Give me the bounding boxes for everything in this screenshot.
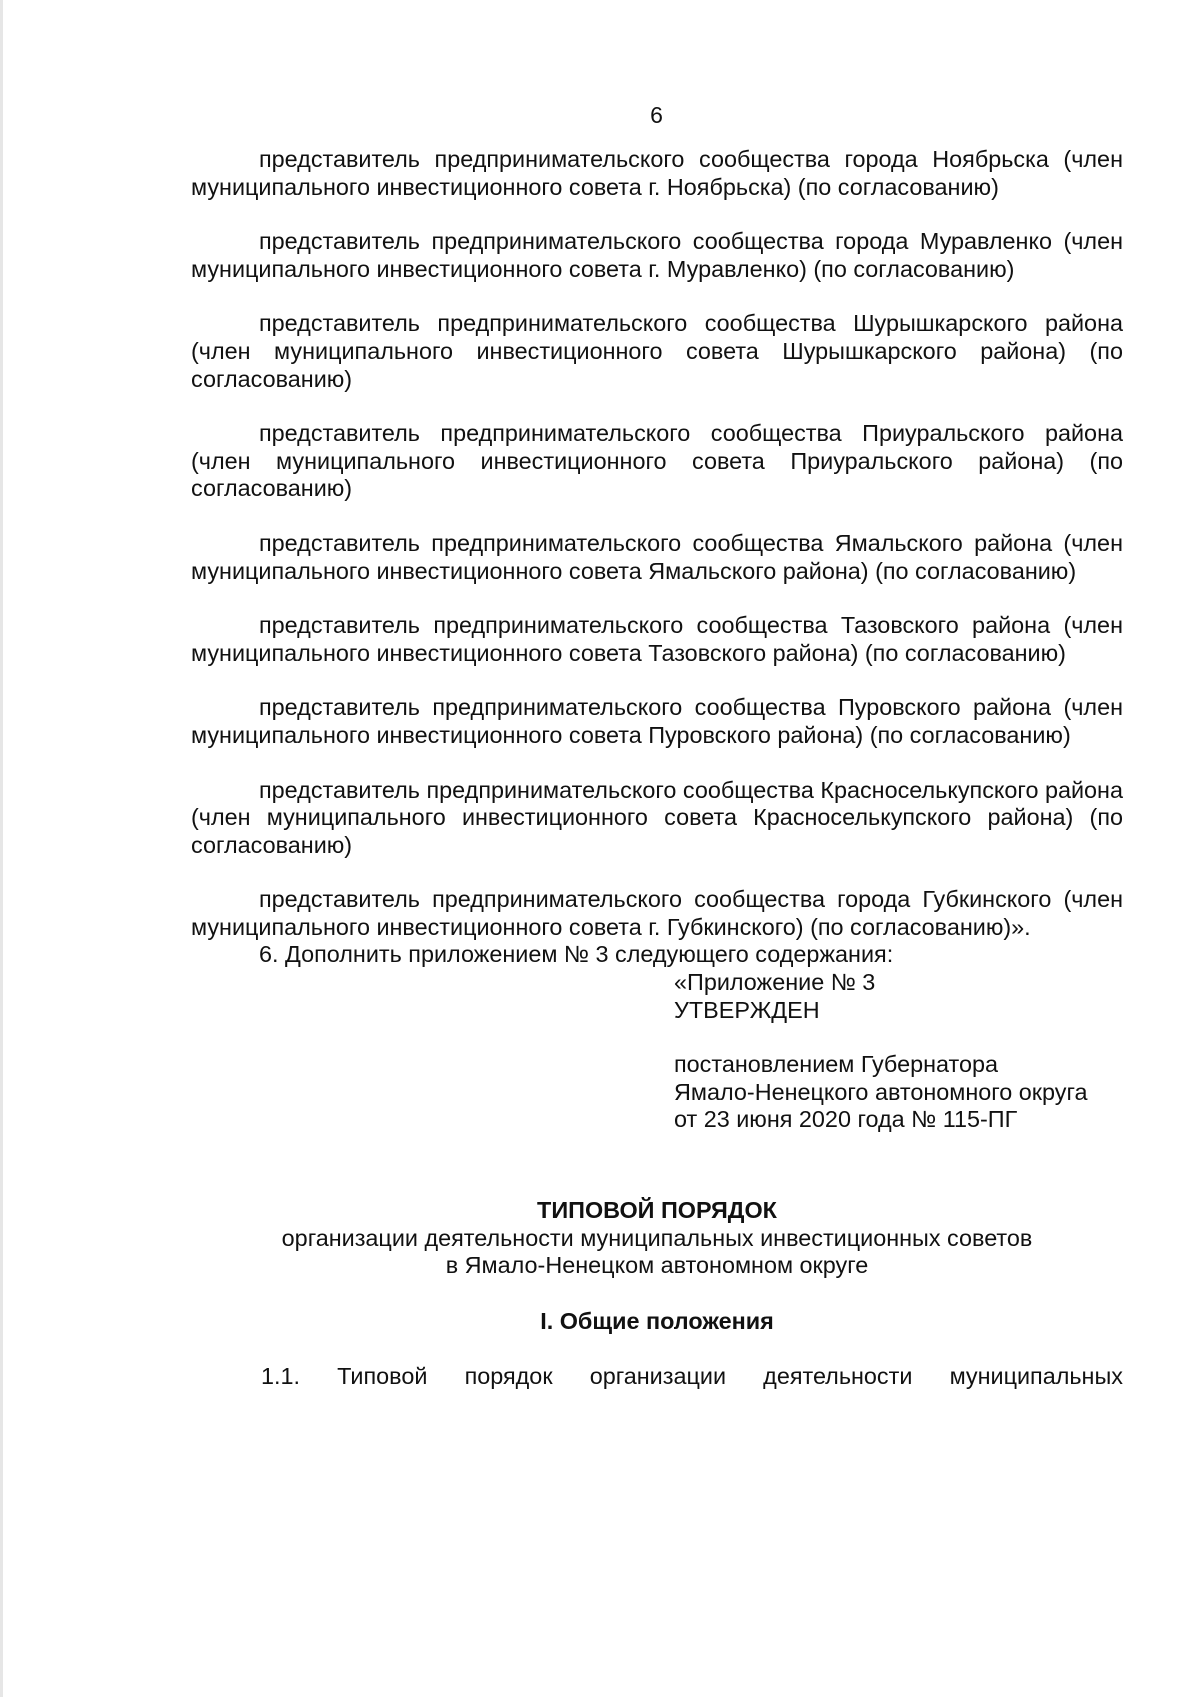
representative-entry-yamalsky: представитель предпринимательского сообщества Ямальского района (член муниципального инвестиционного совета Ямальского района) (по согласованию) [191,529,1123,584]
representative-entry-purovsky: представитель предпринимательского сообщества Пуровского района (член муниципального инвестиционного совета Пуровского района) (по согласованию) [191,694,1123,748]
page-number: 6 [650,102,663,128]
document-title-block [191,1197,1123,1280]
paragraph-6: 6. Дополнить приложением № 3 следующего содержания: [259,941,894,968]
representative-entry-noyabrsk: представитель предпринимательского сообщества города Ноябрьска (член муниципального инвестиционного совета г. Ноябрьска) (по согласованию) [191,146,1123,200]
document-subtitle-line-1: организации деятельности муниципальных инвестиционных советов [281,1224,1033,1251]
representative-entry-gubkinsky: представитель предпринимательского сообщества города Губкинского (член муниципального инвестиционного совета г. Губкинского) (по согласованию)». [191,886,1123,940]
approval-line-1: постановлением Губернатора [674,1051,998,1078]
page-edge-shadow [0,0,3,1697]
approved-label: УТВЕРЖДЕН [674,996,820,1023]
representative-entry-shuryshkarsky: представитель предпринимательского сообщества Шурышкарского района (член муниципального инвестиционного совета Шурышкарского района) (по согласованию) [191,310,1123,392]
approval-gap [674,1024,1123,1051]
representative-entry-krasnoselkupsky: представитель предпринимательского сообщества Красноселькупского района (член муниципального инвестиционного совета Красноселькупского района) (по согласованию) [191,776,1123,858]
document-subtitle-line-2: в Ямало-Ненецком автономном округе [445,1252,869,1279]
representative-entry-muravlenko: представитель предпринимательского сообщества города Муравленко (член муниципального инвестиционного совета г. Муравленко) (по согласованию) [191,228,1123,282]
representative-entry-priuralsky: представитель предпринимательского сообщества Приуральского района (член муниципального инвестиционного совета Приуральского района) (по согласованию) [191,420,1123,502]
clause-1-1: 1.1. Типовой порядок организации деятельности муниципальных [261,1363,1123,1390]
annex-label: «Приложение № 3 [674,969,876,996]
document-title: ТИПОВОЙ ПОРЯДОК [537,1197,777,1224]
document-body [191,146,1123,1414]
approval-stamp-block [674,969,1123,1134]
approval-line-3: от 23 июня 2020 года № 115-ПГ [674,1106,1018,1133]
section-1-title: I. Общие положения [540,1307,774,1334]
approval-line-2: Ямало-Ненецкого автономного округа [674,1078,1088,1105]
representative-entry-tazovsky: представитель предпринимательского сообщества Тазовского района (член муниципального инвестиционного совета Тазовского района) (по согласованию) [191,612,1123,666]
